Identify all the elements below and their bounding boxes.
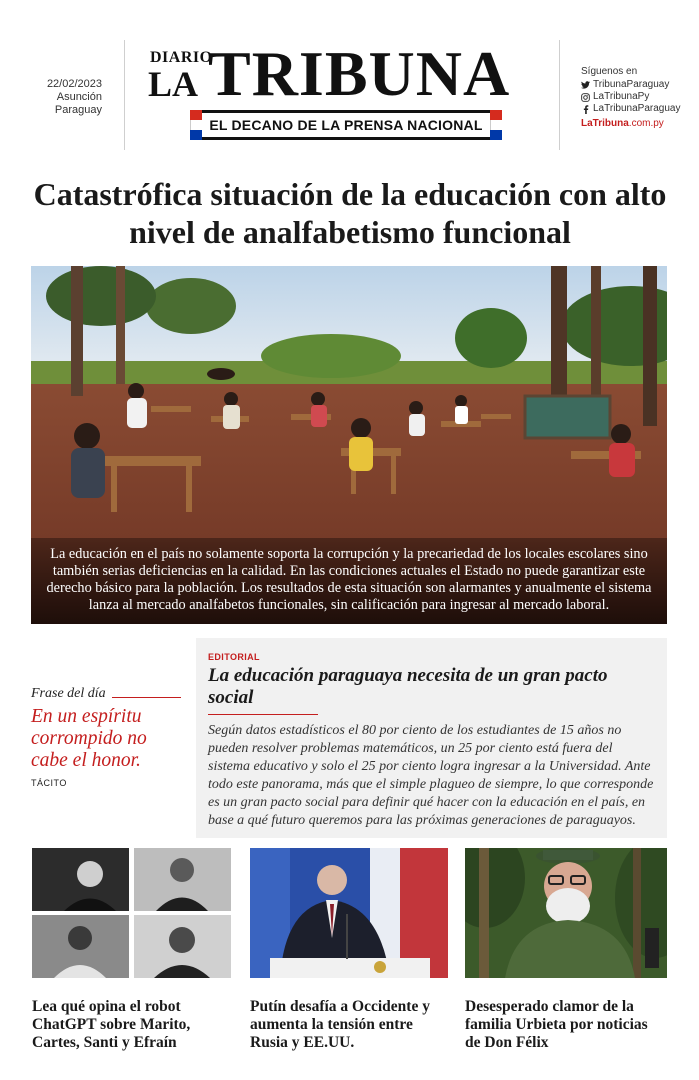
issue-city: Asunción (56, 91, 102, 103)
story-title[interactable]: Lea qué opina el robot ChatGPT sobre Marito, Cartes, Santi y Efraín (32, 998, 191, 1051)
issue-country: Paraguay (54, 104, 102, 116)
main-headline[interactable]: Catastrófica situación de la educación con alto nivel de analfabetismo funcional (33, 176, 667, 250)
issue-date: 22/02/2023 (46, 78, 102, 90)
website-link[interactable] (581, 118, 693, 130)
story-photo-urbieta[interactable] (465, 848, 667, 978)
story-card-chatgpt[interactable] (32, 848, 231, 1052)
twitter-handle: TribunaParaguay (593, 79, 670, 90)
hostage-jungle-illustration (465, 848, 667, 978)
editorial-title[interactable]: La educación paraguaya necesita de un gran pacto social (208, 665, 608, 708)
editorial-tag: EDITORIAL (208, 652, 260, 662)
quote-text: En un espíritu corrompido no cabe el honor. (31, 706, 147, 771)
quote-label-row (31, 686, 181, 702)
logo-la: LA (148, 64, 199, 104)
social-link-twitter[interactable] (581, 79, 693, 91)
quote-author: TÁCITO (31, 778, 67, 788)
social-title: Síguenos en (581, 66, 638, 77)
newspaper-logo[interactable] (148, 40, 544, 155)
story-title[interactable]: Putín desafía a Occidente y aumenta la tensión entre Rusia y EE.UU. (250, 998, 430, 1051)
website-domain: .com.py (628, 118, 664, 129)
logo-diario: DIARIO (150, 49, 213, 66)
story-card-putin[interactable] (250, 848, 448, 1052)
logo-tribuna: TRIBUNA (208, 38, 511, 109)
editorial-rule (208, 714, 318, 715)
twitter-icon (581, 81, 590, 90)
story-photo-politicians[interactable] (32, 848, 231, 978)
slogan-text: EL DECANO DE LA PRENSA NACIONAL (202, 110, 490, 140)
masthead-header (0, 0, 699, 160)
story-title[interactable]: Desesperado clamor de la familia Urbieta por noticias de Don Félix (465, 998, 648, 1051)
website-brand: LaTribuna (581, 118, 629, 129)
header-divider-left (124, 40, 125, 150)
dateline (20, 78, 102, 117)
hero-caption: La educación en el país no solamente soporta la corrupción y la precariedad de los locales escolares sino también serias deficiencias en la calidad. En las condiciones actuales el Estado no puede garantizar este derecho básico para la población. Los resultados de esta situación son alarmantes y anualmente el sistema lanza al mercado analfabetos funcionales, sin calificación para ingresar al mercado laboral. (31, 538, 667, 624)
editorial-box[interactable] (196, 638, 667, 838)
politicians-collage-illustration (32, 848, 231, 978)
story-card-urbieta[interactable] (465, 848, 667, 1052)
flag-left-icon (190, 110, 202, 140)
story-photo-putin[interactable] (250, 848, 448, 978)
instagram-icon (581, 93, 590, 102)
social-link-facebook[interactable] (581, 103, 693, 115)
facebook-handle: LaTribunaParaguay (593, 103, 681, 114)
quote-label-rule (112, 697, 181, 698)
social-links (581, 66, 693, 130)
editorial-body: Según datos estadísticos el 80 por ciento de los estudiantes de 15 años no pueden resolver problemas matemáticos, un 25 por ciento está fuera del sistema educativo y solo el 25 por ciento logra ingresar a la Universidad. Ante todo este panorama, más que el simple plagueo de siempre, lo que corresponde es un gran pacto social para definir qué hacer con la educación en el país, en base a qué futuro queremos para las próximas generaciones de paraguayos. (208, 723, 654, 828)
social-link-instagram[interactable] (581, 91, 693, 103)
quote-label: Frase del día (31, 686, 106, 701)
header-divider-right (559, 40, 560, 150)
putin-speech-illustration (250, 848, 448, 978)
slogan-banner (190, 110, 502, 140)
hero-photo[interactable] (31, 266, 667, 624)
flag-right-icon (490, 110, 502, 140)
instagram-handle: LaTribunaPy (593, 91, 650, 102)
quote-of-the-day (31, 686, 181, 788)
facebook-icon (581, 105, 590, 114)
